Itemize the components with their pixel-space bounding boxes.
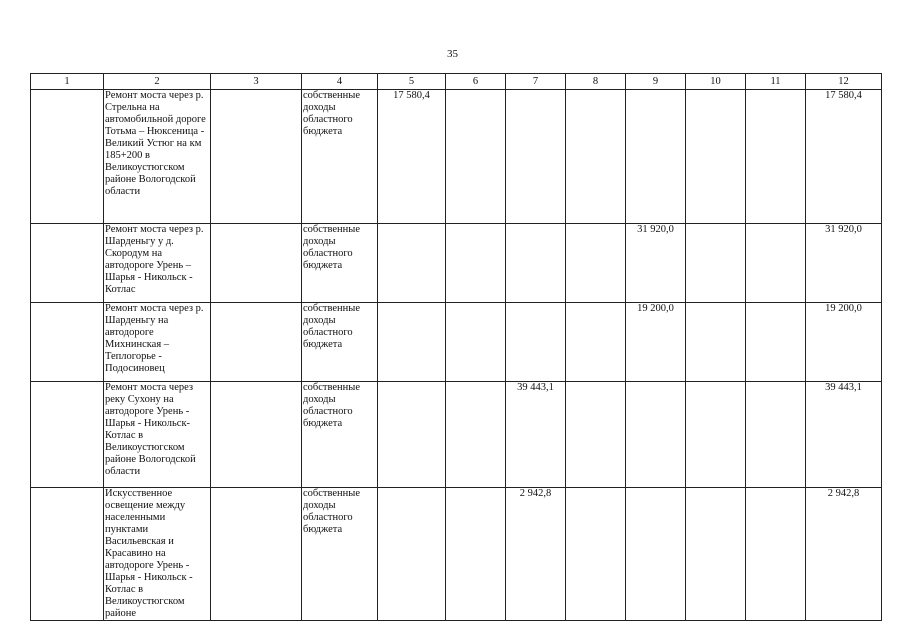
total-cell: 39 443,1: [806, 382, 882, 488]
table-row: [31, 488, 882, 621]
table-row: [31, 90, 882, 224]
table-row: [31, 303, 882, 382]
table-cell: [566, 382, 626, 488]
column-header: 10: [686, 74, 746, 90]
table-cell: [211, 488, 302, 621]
column-header: 3: [211, 74, 302, 90]
table-cell: [31, 382, 104, 488]
amount-cell-7: 39 443,1: [506, 382, 566, 488]
amount-cell-9: [626, 90, 686, 224]
column-header: 9: [626, 74, 686, 90]
table-row: [31, 224, 882, 303]
table-cell: [211, 303, 302, 382]
amount-cell-7: [506, 224, 566, 303]
amount-cell-5: [378, 303, 446, 382]
column-header: 5: [378, 74, 446, 90]
table-cell: [31, 224, 104, 303]
column-header: 4: [302, 74, 378, 90]
amount-cell-5: [378, 382, 446, 488]
table-cell: [566, 90, 626, 224]
table-cell: [446, 90, 506, 224]
column-header: 8: [566, 74, 626, 90]
column-header: 7: [506, 74, 566, 90]
table-cell: [686, 90, 746, 224]
table-cell: [31, 488, 104, 621]
amount-cell-9: 19 200,0: [626, 303, 686, 382]
amount-cell-5: 17 580,4: [378, 90, 446, 224]
project-name-cell: Искусственное освещение между населенными пунктами Васильевская и Красавино на автодороге Урень - Шарья - Никольск - Котлас в Великоустюгском районе: [104, 488, 211, 621]
funding-source-cell: собственные доходы областного бюджета: [302, 488, 378, 621]
column-header: 12: [806, 74, 882, 90]
funding-source-cell: собственные доходы областного бюджета: [302, 382, 378, 488]
table-cell: [746, 90, 806, 224]
table-cell: [31, 90, 104, 224]
total-cell: 17 580,4: [806, 90, 882, 224]
column-header: 1: [31, 74, 104, 90]
funding-source-cell: собственные доходы областного бюджета: [302, 90, 378, 224]
funding-source-cell: собственные доходы областного бюджета: [302, 224, 378, 303]
project-name-cell: Ремонт моста через р. Шарденьгу на автодороге Михнинская – Теплогорье - Подосиновец: [104, 303, 211, 382]
table-cell: [686, 488, 746, 621]
table-cell: [446, 382, 506, 488]
table-cell: [566, 224, 626, 303]
table-cell: [211, 382, 302, 488]
project-name-cell: Ремонт моста через реку Сухону на автодороге Урень - Шарья - Никольск-Котлас в Великоустюгском районе Вологодской области: [104, 382, 211, 488]
project-name-cell: Ремонт моста через р. Шарденьгу у д. Скородум на автодороге Урень – Шарья - Никольск - Котлас: [104, 224, 211, 303]
amount-cell-9: [626, 382, 686, 488]
amount-cell-7: [506, 303, 566, 382]
table-row: [31, 382, 882, 488]
amount-cell-5: [378, 224, 446, 303]
amount-cell-7: 2 942,8: [506, 488, 566, 621]
table-cell: [211, 224, 302, 303]
column-header: 11: [746, 74, 806, 90]
table-cell: [446, 488, 506, 621]
amount-cell-9: [626, 488, 686, 621]
table-cell: [746, 488, 806, 621]
total-cell: 19 200,0: [806, 303, 882, 382]
table-cell: [686, 382, 746, 488]
budget-table: [30, 73, 882, 621]
table-cell: [446, 224, 506, 303]
amount-cell-7: [506, 90, 566, 224]
page-number: 35: [447, 48, 458, 60]
table-cell: [566, 303, 626, 382]
project-name-cell: Ремонт моста через р. Стрельна на автомобильной дороге Тотьма – Нюксеница - Великий Устюг на км 185+200 в Великоустюгском районе Вологодской области: [104, 90, 211, 224]
table-cell: [211, 90, 302, 224]
table-cell: [566, 488, 626, 621]
total-cell: 2 942,8: [806, 488, 882, 621]
column-header: 2: [104, 74, 211, 90]
funding-source-cell: собственные доходы областного бюджета: [302, 303, 378, 382]
table-cell: [446, 303, 506, 382]
amount-cell-5: [378, 488, 446, 621]
amount-cell-9: 31 920,0: [626, 224, 686, 303]
table-cell: [31, 303, 104, 382]
table-cell: [746, 224, 806, 303]
column-header: 6: [446, 74, 506, 90]
table-cell: [686, 303, 746, 382]
table-cell: [746, 303, 806, 382]
column-number-row: [31, 74, 882, 90]
total-cell: 31 920,0: [806, 224, 882, 303]
table-cell: [746, 382, 806, 488]
table-cell: [686, 224, 746, 303]
